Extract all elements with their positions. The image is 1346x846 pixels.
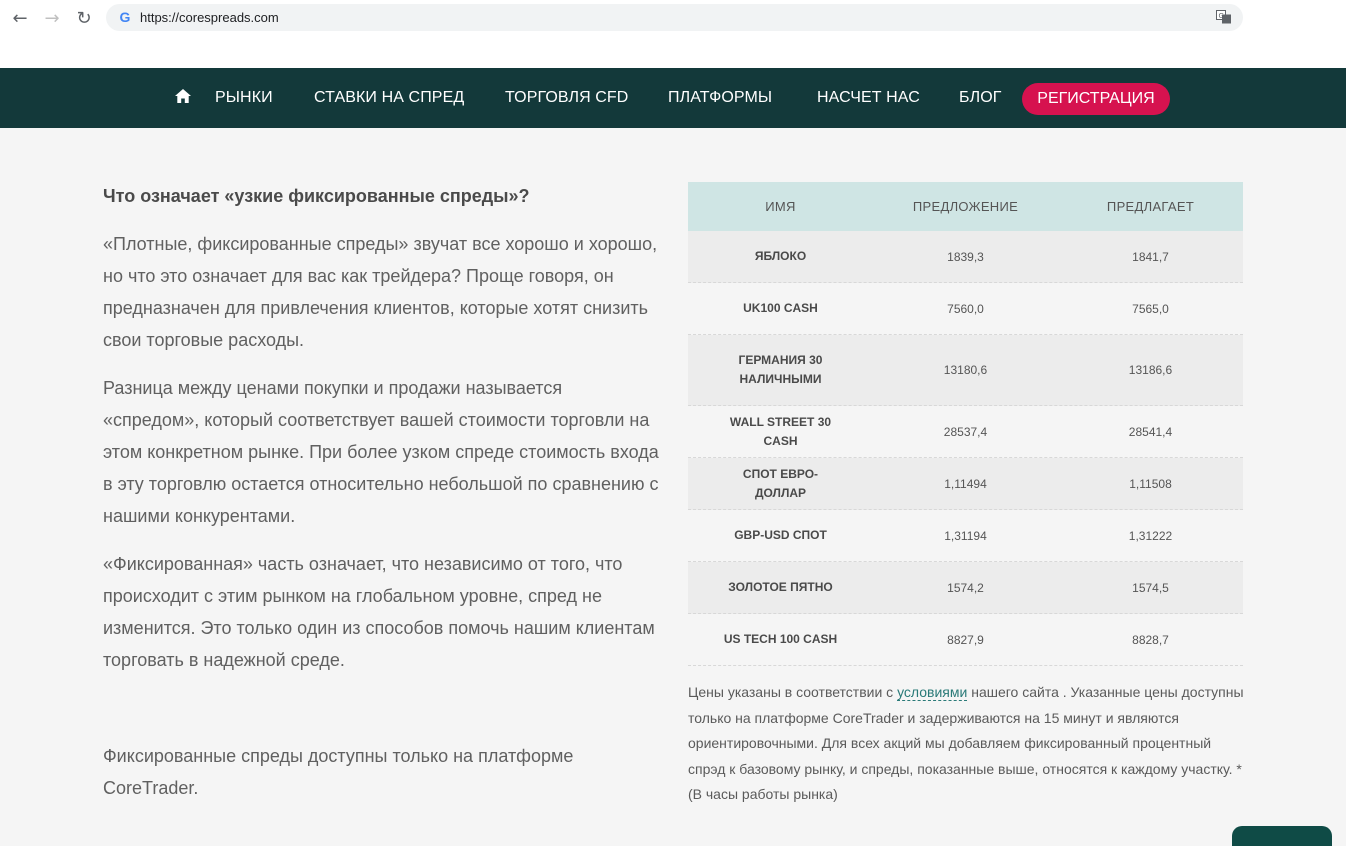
nav-item-markets[interactable]: РЫНКИ [215,89,273,106]
forward-arrow-icon: → [44,7,60,29]
row-bid: 1574,2 [947,580,984,595]
nav-item-blog[interactable]: БЛОГ [959,89,1002,106]
svg-text:G: G [1218,12,1224,20]
nav-item-cfd-trading[interactable]: ТОРГОВЛЯ CFD [505,89,629,106]
header-name: ИМЯ [765,199,796,214]
row-ask: 1,11508 [1129,476,1172,491]
row-bid: 8827,9 [947,632,984,647]
nav-item-about[interactable]: НАСЧЕТ НАС [817,89,920,106]
table-row [688,510,1243,562]
row-name: ЯБЛОКО [754,249,807,263]
table-row [688,335,1243,406]
row-bid: 28537,4 [943,424,988,439]
row-bid: 13180,6 [943,363,988,377]
row-bid: 7560,0 [947,301,984,316]
row-bid: 1839,3 [947,249,984,264]
chat-widget-button[interactable] [1232,826,1332,846]
row-ask: 7565,0 [1132,301,1169,316]
back-arrow-icon: ← [12,7,28,29]
url-text[interactable]: https://corespreads.com [140,10,279,25]
site-navigation [0,68,1346,128]
row-name: UK100 CASH [743,301,818,315]
table-row [688,458,1243,510]
disclaimer-text-end: нашего сайта . Указанные цены доступны только на платформе CoreTrader и задерживаются на 15 минут и являются ориентировочными. Для всех акций мы добавляем фиксированный процентный спрэд к базовому рынку, и спреды, показанные выше, относятся к каждому участку. * (В часы работы рынка) [688,684,1244,802]
google-icon: G [119,9,131,25]
nav-item-spread-betting[interactable]: СТАВКИ НА СПРЕД [314,89,465,106]
table-row [688,283,1243,335]
reload-button[interactable] [72,6,96,30]
row-name: GBP-USD СПОТ [734,528,827,542]
header-ask: ПРЕДЛАГАЕТ [1106,199,1195,214]
price-disclaimer [688,680,1248,808]
prices-table [688,182,1243,666]
row-ask: 13186,6 [1128,363,1173,377]
register-button[interactable]: РЕГИСТРАЦИЯ [1022,83,1170,115]
back-button[interactable] [8,6,32,30]
row-bid: 1,31194 [944,528,987,543]
nav-item-platforms[interactable]: ПЛАТФОРМЫ [668,89,773,106]
row-ask: 1574,5 [1132,580,1169,595]
row-name: WALL STREET 30 CASH [729,414,832,448]
row-ask: 28541,4 [1128,424,1173,439]
terms-link[interactable]: условиями [897,684,968,700]
article-paragraph-2: Разница между ценами покупки и продажи называется «спредом», который соответствует вашей стоимости торговли на этом конкретном рынке. При более узком спреде стоимость входа в эту торговлю остается относительно небольшой по сравнению с нашими конкурентами. [103,378,659,526]
table-row [688,614,1243,666]
reload-icon: ↻ [76,7,92,29]
table-row [688,231,1243,283]
disclaimer-text-start: Цены указаны в соответствии с [688,684,898,700]
row-name: СПОТ ЕВРО-ДОЛЛАР [742,466,819,500]
row-name: US TECH 100 CASH [723,632,838,646]
home-icon[interactable] [174,88,192,106]
browser-toolbar [0,0,1346,68]
article-heading: Что означает «узкие фиксированные спреды»? [103,186,530,206]
table-header [688,182,1243,231]
article-paragraph-4: Фиксированные спреды доступны только на платформе CoreTrader. [103,746,574,798]
table-row [688,562,1243,614]
table-row [688,406,1243,458]
row-ask: 8828,7 [1132,632,1169,647]
address-bar[interactable] [106,4,1243,31]
article-paragraph-3: «Фиксированная» часть означает, что независимо от того, что происходит с этим рынком на глобальном уровне, спред не изменится. Это только один из способов помочь нашим клиентам торговать в надежной среде. [103,554,655,670]
row-name: ЗОЛОТОЕ ПЯТНО [728,580,833,594]
translate-icon[interactable] [1216,9,1232,25]
row-ask: 1,31222 [1128,528,1173,543]
forward-button[interactable] [40,6,64,30]
article-paragraph-1: «Плотные, фиксированные спреды» звучат все хорошо и хорошо, но что это означает для вас как трейдера? Проще говоря, он предназначен для привлечения клиентов, которые хотят снизить свои торговые расходы. [103,234,658,350]
row-ask: 1841,7 [1132,249,1169,264]
header-bid: ПРЕДЛОЖЕНИЕ [912,199,1019,214]
row-name: ГЕРМАНИЯ 30 НАЛИЧНЫМИ [738,353,823,386]
row-bid: 1,11494 [944,476,987,491]
article [103,182,663,798]
